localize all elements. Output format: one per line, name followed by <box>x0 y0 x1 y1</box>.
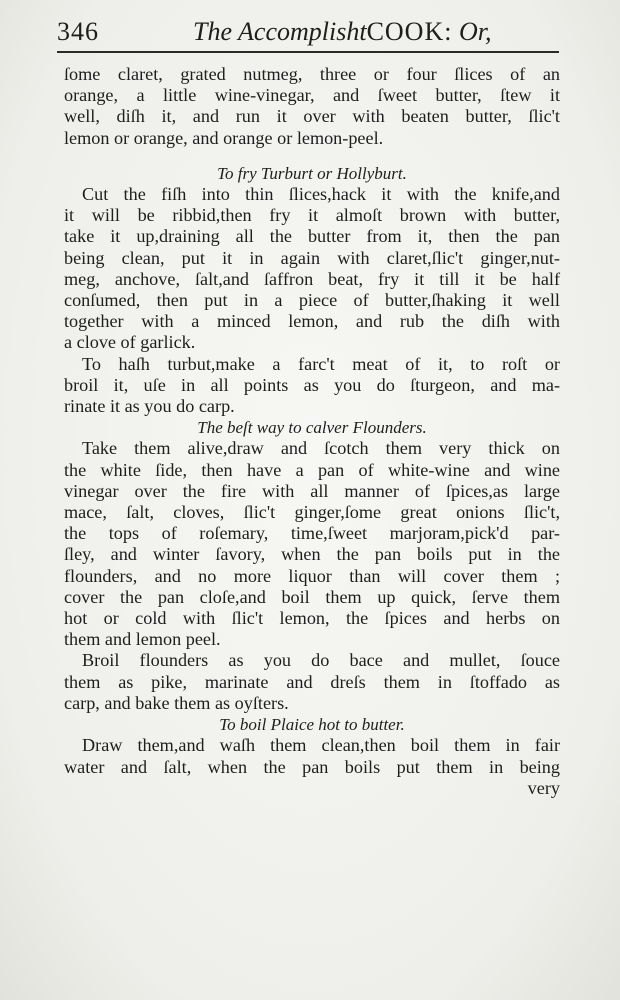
running-title-end: Or, <box>458 17 492 46</box>
running-title <box>193 14 491 50</box>
text-line: the tops of roſemary, time,ſweet marjoram,pick'd par- <box>64 523 560 544</box>
text-line: meg, anchove, ſalt,and ſaffron beat, fry it till it be half <box>64 268 560 289</box>
text-line: carp, and bake them as oyſters. <box>64 692 289 713</box>
text-line: take it up,draining all the butter from it, then the pan <box>64 226 560 247</box>
text-line: Take them alive,draw and ſcotch them very thick on <box>82 438 560 459</box>
text-line: Cut the fiſh into thin ſlices,hack it with the knife,and <box>82 184 560 205</box>
paragraph-boil-plaice <box>64 735 560 777</box>
paragraph-hash-turbut <box>64 354 560 418</box>
text-line: ſome claret, grated nutmeg, three or four ſlices of an <box>64 64 560 84</box>
text-line: Broil flounders as you do bace and mullet, ſouce <box>82 650 560 671</box>
header-rule <box>57 51 559 53</box>
text-line: Draw them,and waſh them clean,then boil them in fair <box>82 735 560 756</box>
paragraph-calver-flounders <box>64 438 560 650</box>
recipe-heading-turburt: To fry Turburt or Hollyburt. <box>217 163 407 183</box>
page-header <box>57 14 557 50</box>
text-line: lemon or orange, and orange or lemon-peel. <box>64 127 384 148</box>
text-line: being clean, put it in again with claret,ſlic't ginger,nut- <box>64 247 560 268</box>
text-line: well, diſh it, and run it over with beaten butter, ſlic't <box>64 106 560 127</box>
running-title-caps: COOK: <box>366 17 453 46</box>
paragraph-claret-continuation <box>64 64 560 149</box>
section-gap <box>64 149 560 163</box>
text-line: orange, a little wine-vinegar, and ſweet butter, ſtew it <box>64 85 560 106</box>
text-line: vinegar over the fire with all manner of ſpices,as large <box>64 480 560 501</box>
running-title-italic: The Accomplisht <box>193 17 367 46</box>
text-line: together with a minced lemon, and rub the diſh with <box>64 311 560 332</box>
text-line: a clove of garlick. <box>64 332 196 353</box>
page-number: 346 <box>57 17 99 46</box>
text-line: mace, ſalt, cloves, ſlic't ginger,ſome great onions ſlic't, <box>64 502 560 523</box>
text-line: the white ſide, then have a pan of white-wine and wine <box>64 459 560 480</box>
paragraph-fry-turburt <box>64 184 560 354</box>
text-line: them as pike, marinate and dreſs them in ſtoffado as <box>64 671 560 692</box>
paragraph-broil-flounders <box>64 650 560 714</box>
text-line: cover the pan cloſe,and boil them up quick, ſerve them <box>64 586 560 607</box>
text-line: water and ſalt, when the pan boils put them in being <box>64 756 560 777</box>
catchword: very <box>527 777 560 798</box>
text-line: To haſh turbut,make a farc't meat of it, to roſt or <box>82 353 560 374</box>
text-line: conſumed, then put in a piece of butter,ſhaking it well <box>64 290 560 311</box>
text-line: broil it, uſe in all points as you do ſturgeon, and ma- <box>64 374 560 395</box>
text-line: them and lemon peel. <box>64 629 221 650</box>
text-line: flounders, and no more liquor than will cover them ; <box>64 565 560 586</box>
text-line: it will be ribbid,then fry it almoſt brown with butter, <box>64 205 560 226</box>
body-text <box>64 64 560 799</box>
text-line: hot or cold with ſlic't lemon, the ſpices and herbs on <box>64 608 560 629</box>
recipe-heading-flounders: The beſt way to calver Flounders. <box>197 418 427 438</box>
recipe-heading-plaice: To boil Plaice hot to butter. <box>219 715 405 735</box>
text-line: ſley, and winter ſavory, when the pan boils put in the <box>64 544 560 565</box>
text-line: rinate it as you do carp. <box>64 396 235 417</box>
